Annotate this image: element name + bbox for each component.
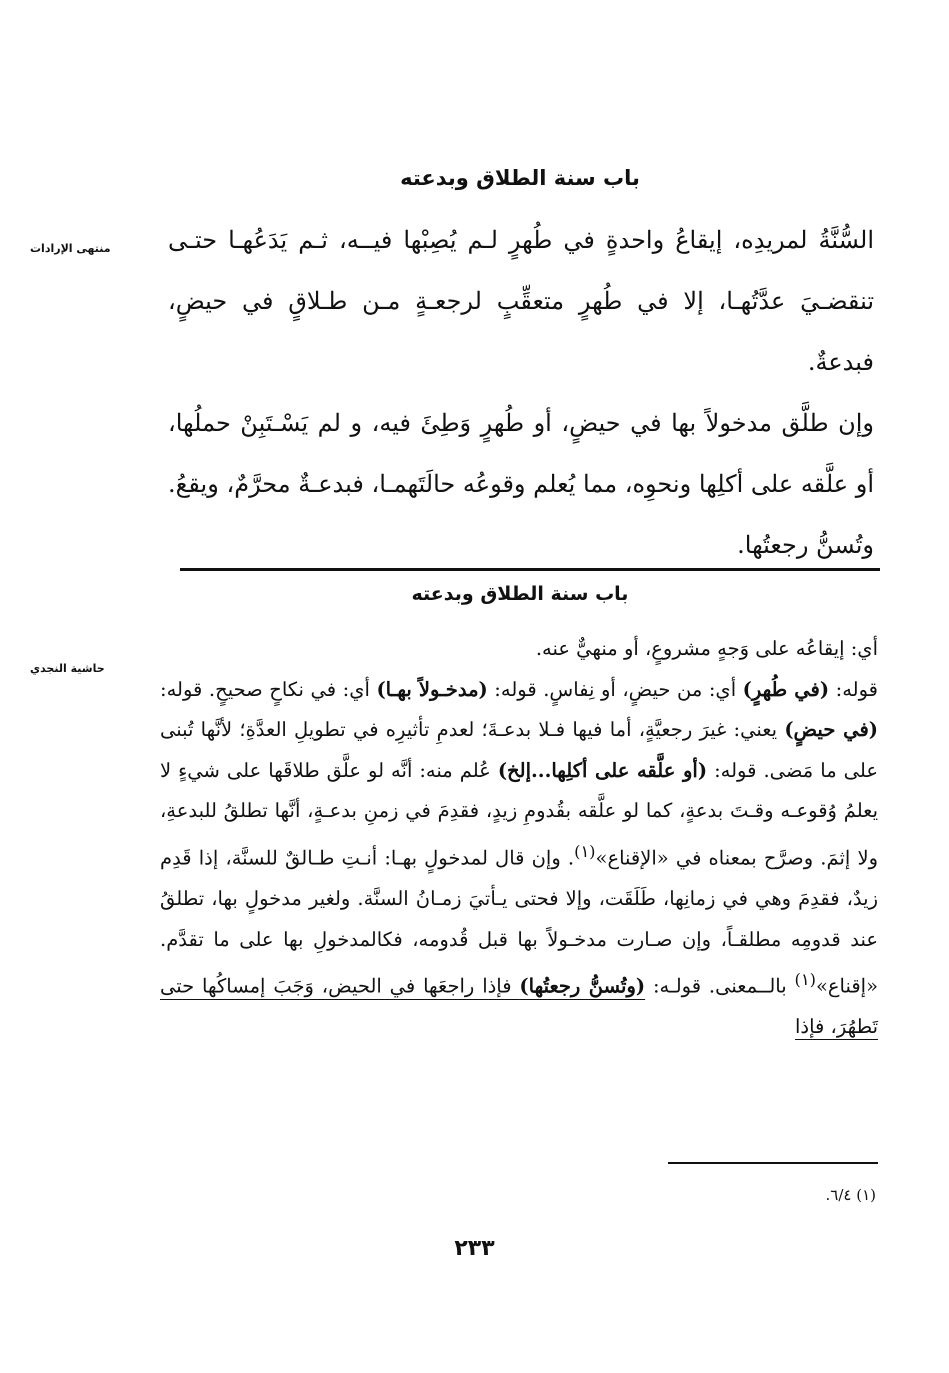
side-label-main-text: منتهى الإرادات xyxy=(30,242,111,255)
main-paragraph: السُّنَّةُ لمريدِه، إيقاعُ واحدةٍ في طُهرٍ لـم يُصِبْها فيــه، ثـم يَدَعُهـا حتـى تنقضـيَ عدَّتُهـا، إلا في طُهرٍ متعقِّبٍ لرجعـةٍ مـن طـلاقٍ في حيضٍ، فبدعةٌ. xyxy=(168,226,874,376)
commentary-paragraph xyxy=(160,670,878,1048)
text-run: قوله: xyxy=(829,677,878,701)
main-text-block xyxy=(168,210,874,576)
page-number: ٢٣٣ xyxy=(454,1236,495,1261)
text-run: أي: في نكاحٍ صحيحٍ. قوله: xyxy=(160,677,377,701)
text-run: فإذا راجعَها في الحيض، وَجَبَ إمساكُها حتى تَطهُرَ، فإذا xyxy=(160,974,878,1039)
quoted-term: (مدخـولاً بهـا) xyxy=(376,677,488,701)
main-section-title: باب سنة الطلاق وبدعته xyxy=(400,166,640,190)
commentary-paragraph: أي: إيقاعُه على وَجهٍ مشروعٍ، أو منهيٌّ عنه. xyxy=(535,637,878,660)
text-run: يعني: غيرَ رجعيَّةٍ، أما فيها فـلا بدعـةَ؛ لعدمِ تأثيرِه في تطويلِ العدَّةِ؛ لأنَّها تُبنى على ما مَضى. قوله: xyxy=(160,718,878,782)
text-run: . وإن قال لمدخولٍ بهـا: أنـتِ طـالقٌ للسنَّة، إذا قَدِم زيدٌ، فقدِمَ وهي في زمانِها، طَلَقَت، وإلا فحتى يـأتيَ زمـانُ السنَّة. ولغير مدخولٍ بها، تطلقُ عند قدومِه مطلقـاً، وإن صـارت مدخـولاً بها قبل قُدومه، فكالمدخولِ بها على ما تقدَّم. «إقناع» xyxy=(160,846,878,998)
footnote-ref: (١) xyxy=(574,841,596,861)
commentary-section-title: باب سنة الطلاق وبدعته xyxy=(411,583,629,605)
section-divider xyxy=(180,568,880,571)
side-label-commentary: حاشية النجدي xyxy=(30,662,105,675)
text-run: أي: من حيضٍ، أو نِفاسٍ. قوله: xyxy=(487,677,743,701)
footnote-divider xyxy=(668,1162,878,1164)
footnote: (١) ٦/٤. xyxy=(825,1186,876,1204)
text-run: بالــمعنى. قولـه: xyxy=(645,974,795,998)
quoted-term: (وتُسنُّ رجعتُها) xyxy=(519,974,646,998)
quoted-term: (في طُهرٍ) xyxy=(742,677,830,701)
quoted-term: (في حيضٍ) xyxy=(784,718,878,742)
quoted-term: (أو علَّقه على أكلِها...إلخ) xyxy=(497,758,708,782)
main-paragraph: وإن طلَّق مدخولاً بها في حيضٍ، أو طُهرٍ وَطِئَ فيه، و لم يَسْـتَبِنْ حملُها، أو علَّقه على أكلِها ونحوِه، مما يُعلم وقوعُه حالَتَهمـا، فبدعـةٌ محرَّمٌ، ويقعُ. وتُسنُّ رجعتُها. xyxy=(168,409,875,559)
text-run: عُلم منه: أنَّه لو علَّق طلاقَها على شيءٍ لا يعلمُ وُقوعـه وقـتَ بدعةٍ، كما لو علَّقه بقُدومِ زيدٍ، فقدِمَ في زمنِ بدعـةٍ، أنَّها تطلقُ للبدعةِ، ولا إثمَ. وصرَّح بمعناه في «الإقناع» xyxy=(160,758,878,870)
commentary-text-block xyxy=(160,629,878,1048)
footnote-ref: (١) xyxy=(794,970,816,990)
